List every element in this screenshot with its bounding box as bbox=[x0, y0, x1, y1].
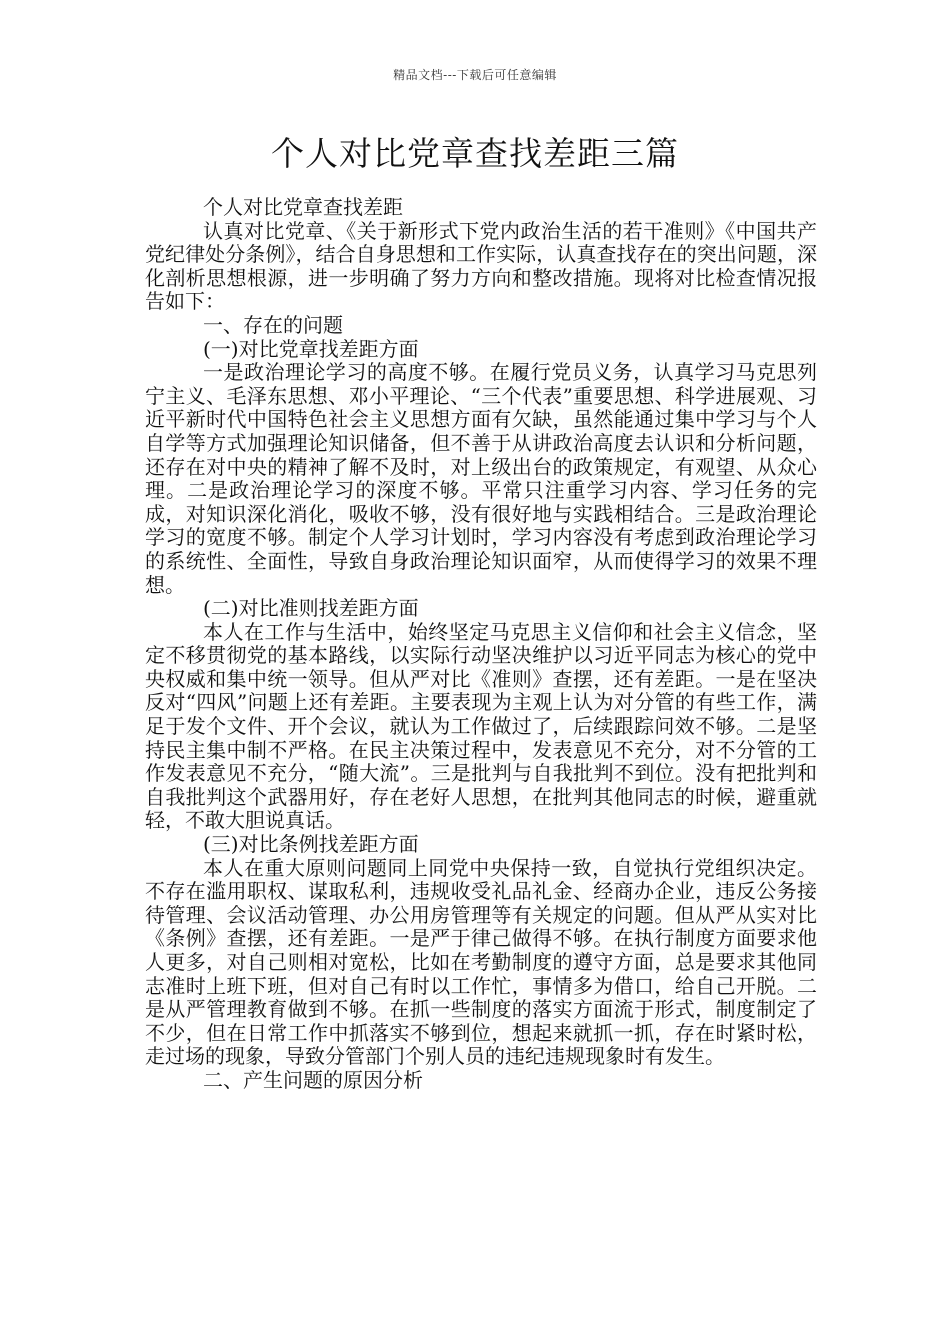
subsection-heading-guidelines: (二)对比准则找差距方面 bbox=[203, 596, 419, 621]
subsection-heading-party-constitution: (一)对比党章找差距方面 bbox=[203, 336, 419, 361]
paragraph-regulations: 本人在重大原则问题同上同党中央保持一致，自觉执行党组织决定。不存在滥用职权、谋取私利，违规收受礼品礼金、经商办企业，违反公务接待管理、会议活动管理、办公用房管理等有关规定的问题。但从严从实对比《条例》查摆，还有差距。一是严于律己做得不够。在执行制度方面要求他人更多，对自己则相对宽松，比如在考勤制度的遵守方面，总是要求其他同志准时上班下班，但对自己有时以工作忙，事情多为借口，给自己开脱。二是从严管理教育做到不够。在抓一些制度的落实方面流于形式，制度制定了不少，但在日常工作中抓落实不够到位，想起来就抓一抓，存在时紧时松，走过场的现象，导致分管部门个别人员的违纪违规现象时有发生。 bbox=[145, 855, 817, 1069]
section-heading-problems: 一、存在的问题 bbox=[203, 312, 343, 337]
intro-paragraph: 认真对比党章、《关于新形式下党内政治生活的若干准则》《中国共产党纪律处分条例》，结合自身思想和工作实际，认真查找存在的突出问题，深化剖析思想根源，进一步明确了努力方向和整改措施。现将对比检查情况报告如下： bbox=[145, 218, 817, 314]
section-heading-main: 个人对比党章查找差距 bbox=[203, 195, 403, 219]
subsection-heading-regulations: (三)对比条例找差距方面 bbox=[203, 832, 419, 857]
paragraph-party-constitution: 一是政治理论学习的高度不够。在履行党员义务，认真学习马克思列宁主义、毛泽东思想、邓小平理论、“三个代表”重要思想、科学进展观、习近平新时代中国特色社会主义思想方面有欠缺，虽然能通过集中学习与个人自学等方式加强理论知识储备，但不善于从讲政治高度去认识和分析问题，还存在对中央的精神了解不及时，对上级出台的政策规定，有观望、从众心理。二是政治理论学习的深度不够。平常只注重学习内容、学习任务的完成，对知识深化消化，吸收不够，没有很好地与实践相结合。三是政治理论学习的宽度不够。制定个人学习计划时，学习内容没有考虑到政治理论学习的系统性、全面性，导致自身政治理论知识面窄，从而使得学习的效果不理想。 bbox=[145, 360, 817, 597]
document-body bbox=[145, 196, 817, 1093]
section-heading-causes: 二、产生问题的原因分析 bbox=[203, 1067, 423, 1092]
document-title: 个人对比党章查找差距三篇 bbox=[271, 134, 679, 173]
header-note: 精品文档---下载后可任意编辑 bbox=[393, 68, 557, 82]
paragraph-guidelines: 本人在工作与生活中，始终坚定马克思主义信仰和社会主义信念，坚定不移贯彻党的基本路线，以实际行动坚决维护以习近平同志为核心的党中央权威和集中统一领导。但从严对比《准则》查摆，还有差距。一是在坚决反对“四风”问题上还有差距。主要表现为主观上认为对分管的有些工作，满足于发个文件、开个会议，就认为工作做过了，后续跟踪问效不够。二是坚持民主集中制不严格。在民主决策过程中，发表意见不充分，对不分管的工作发表意见不充分，“随大流”。三是批判与自我批判不到位。没有把批判和自我批判这个武器用好，存在老好人思想，在批判其他同志的时候，避重就轻，不敢大胆说真话。 bbox=[145, 619, 817, 833]
